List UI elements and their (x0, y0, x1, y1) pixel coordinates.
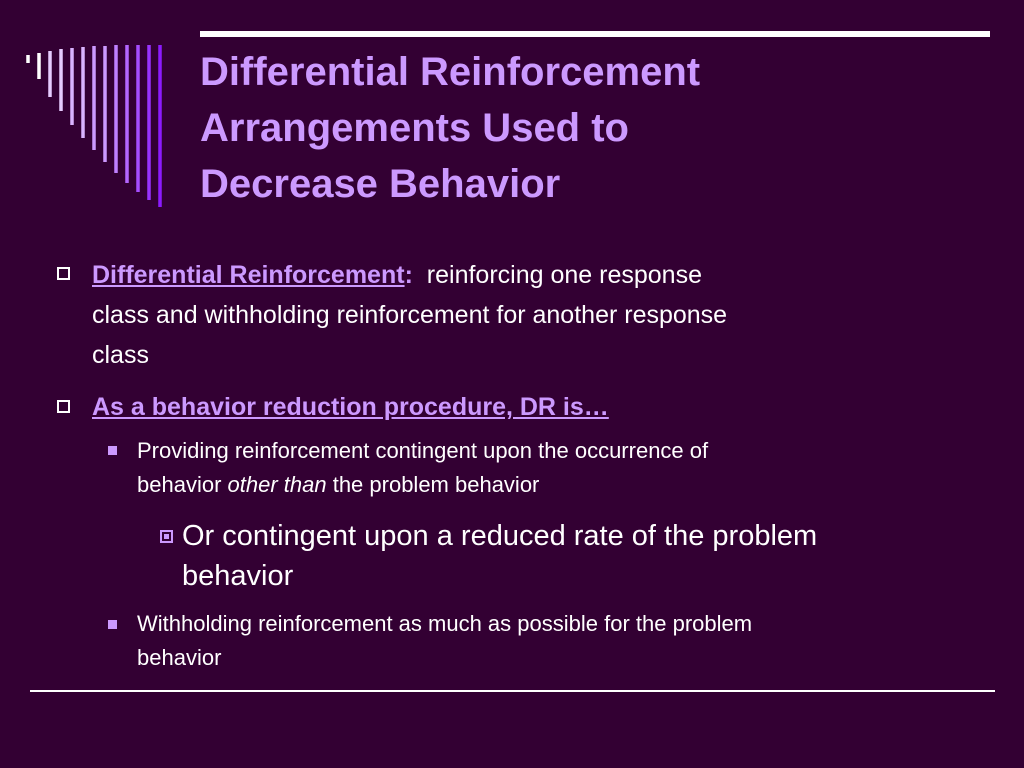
title-line: Decrease Behavior (200, 162, 561, 206)
term-colon: : (404, 261, 413, 289)
hollow-square-bullet-icon (57, 267, 70, 280)
title-line: Arrangements Used to (200, 106, 629, 150)
bottom-rule (30, 690, 995, 692)
sub-bullet-text: Withholding reinforcement as much as possible for the problem (137, 611, 753, 636)
sub-sub-bullet-text: behavior (182, 560, 294, 592)
title-line: Differential Reinforcement (200, 50, 701, 94)
sub-bullet-text: the problem behavior (326, 472, 540, 497)
filled-square-bullet-icon (108, 446, 117, 455)
definition-text: class and withholding reinforcement for another response (92, 301, 728, 329)
sub-bullet-withholding (137, 607, 977, 675)
sub-bullet-text: behavior (137, 472, 228, 497)
sub-sub-bullet-reduced-rate (182, 516, 982, 596)
definition-text: reinforcing one response (426, 261, 702, 289)
bullet-differential-reinforcement (92, 255, 972, 375)
nested-square-bullet-icon (160, 530, 173, 543)
filled-square-bullet-icon (108, 620, 117, 629)
italic-text: other than (227, 472, 327, 497)
differential-reinforcement-link[interactable]: Differential Reinforcement (92, 261, 405, 289)
sub-bullet-text: Providing reinforcement contingent upon the occurrence of (137, 438, 709, 463)
behavior-reduction-link[interactable]: As a behavior reduction procedure, DR is… (92, 393, 609, 421)
sub-bullet-text: behavior (137, 645, 222, 670)
definition-text: class (92, 341, 149, 369)
sub-sub-bullet-text: Or contingent upon a reduced rate of the problem (182, 520, 818, 552)
sub-bullet-providing-reinforcement (137, 434, 977, 502)
bullet-behavior-reduction (92, 387, 972, 427)
hollow-square-bullet-icon (57, 400, 70, 413)
